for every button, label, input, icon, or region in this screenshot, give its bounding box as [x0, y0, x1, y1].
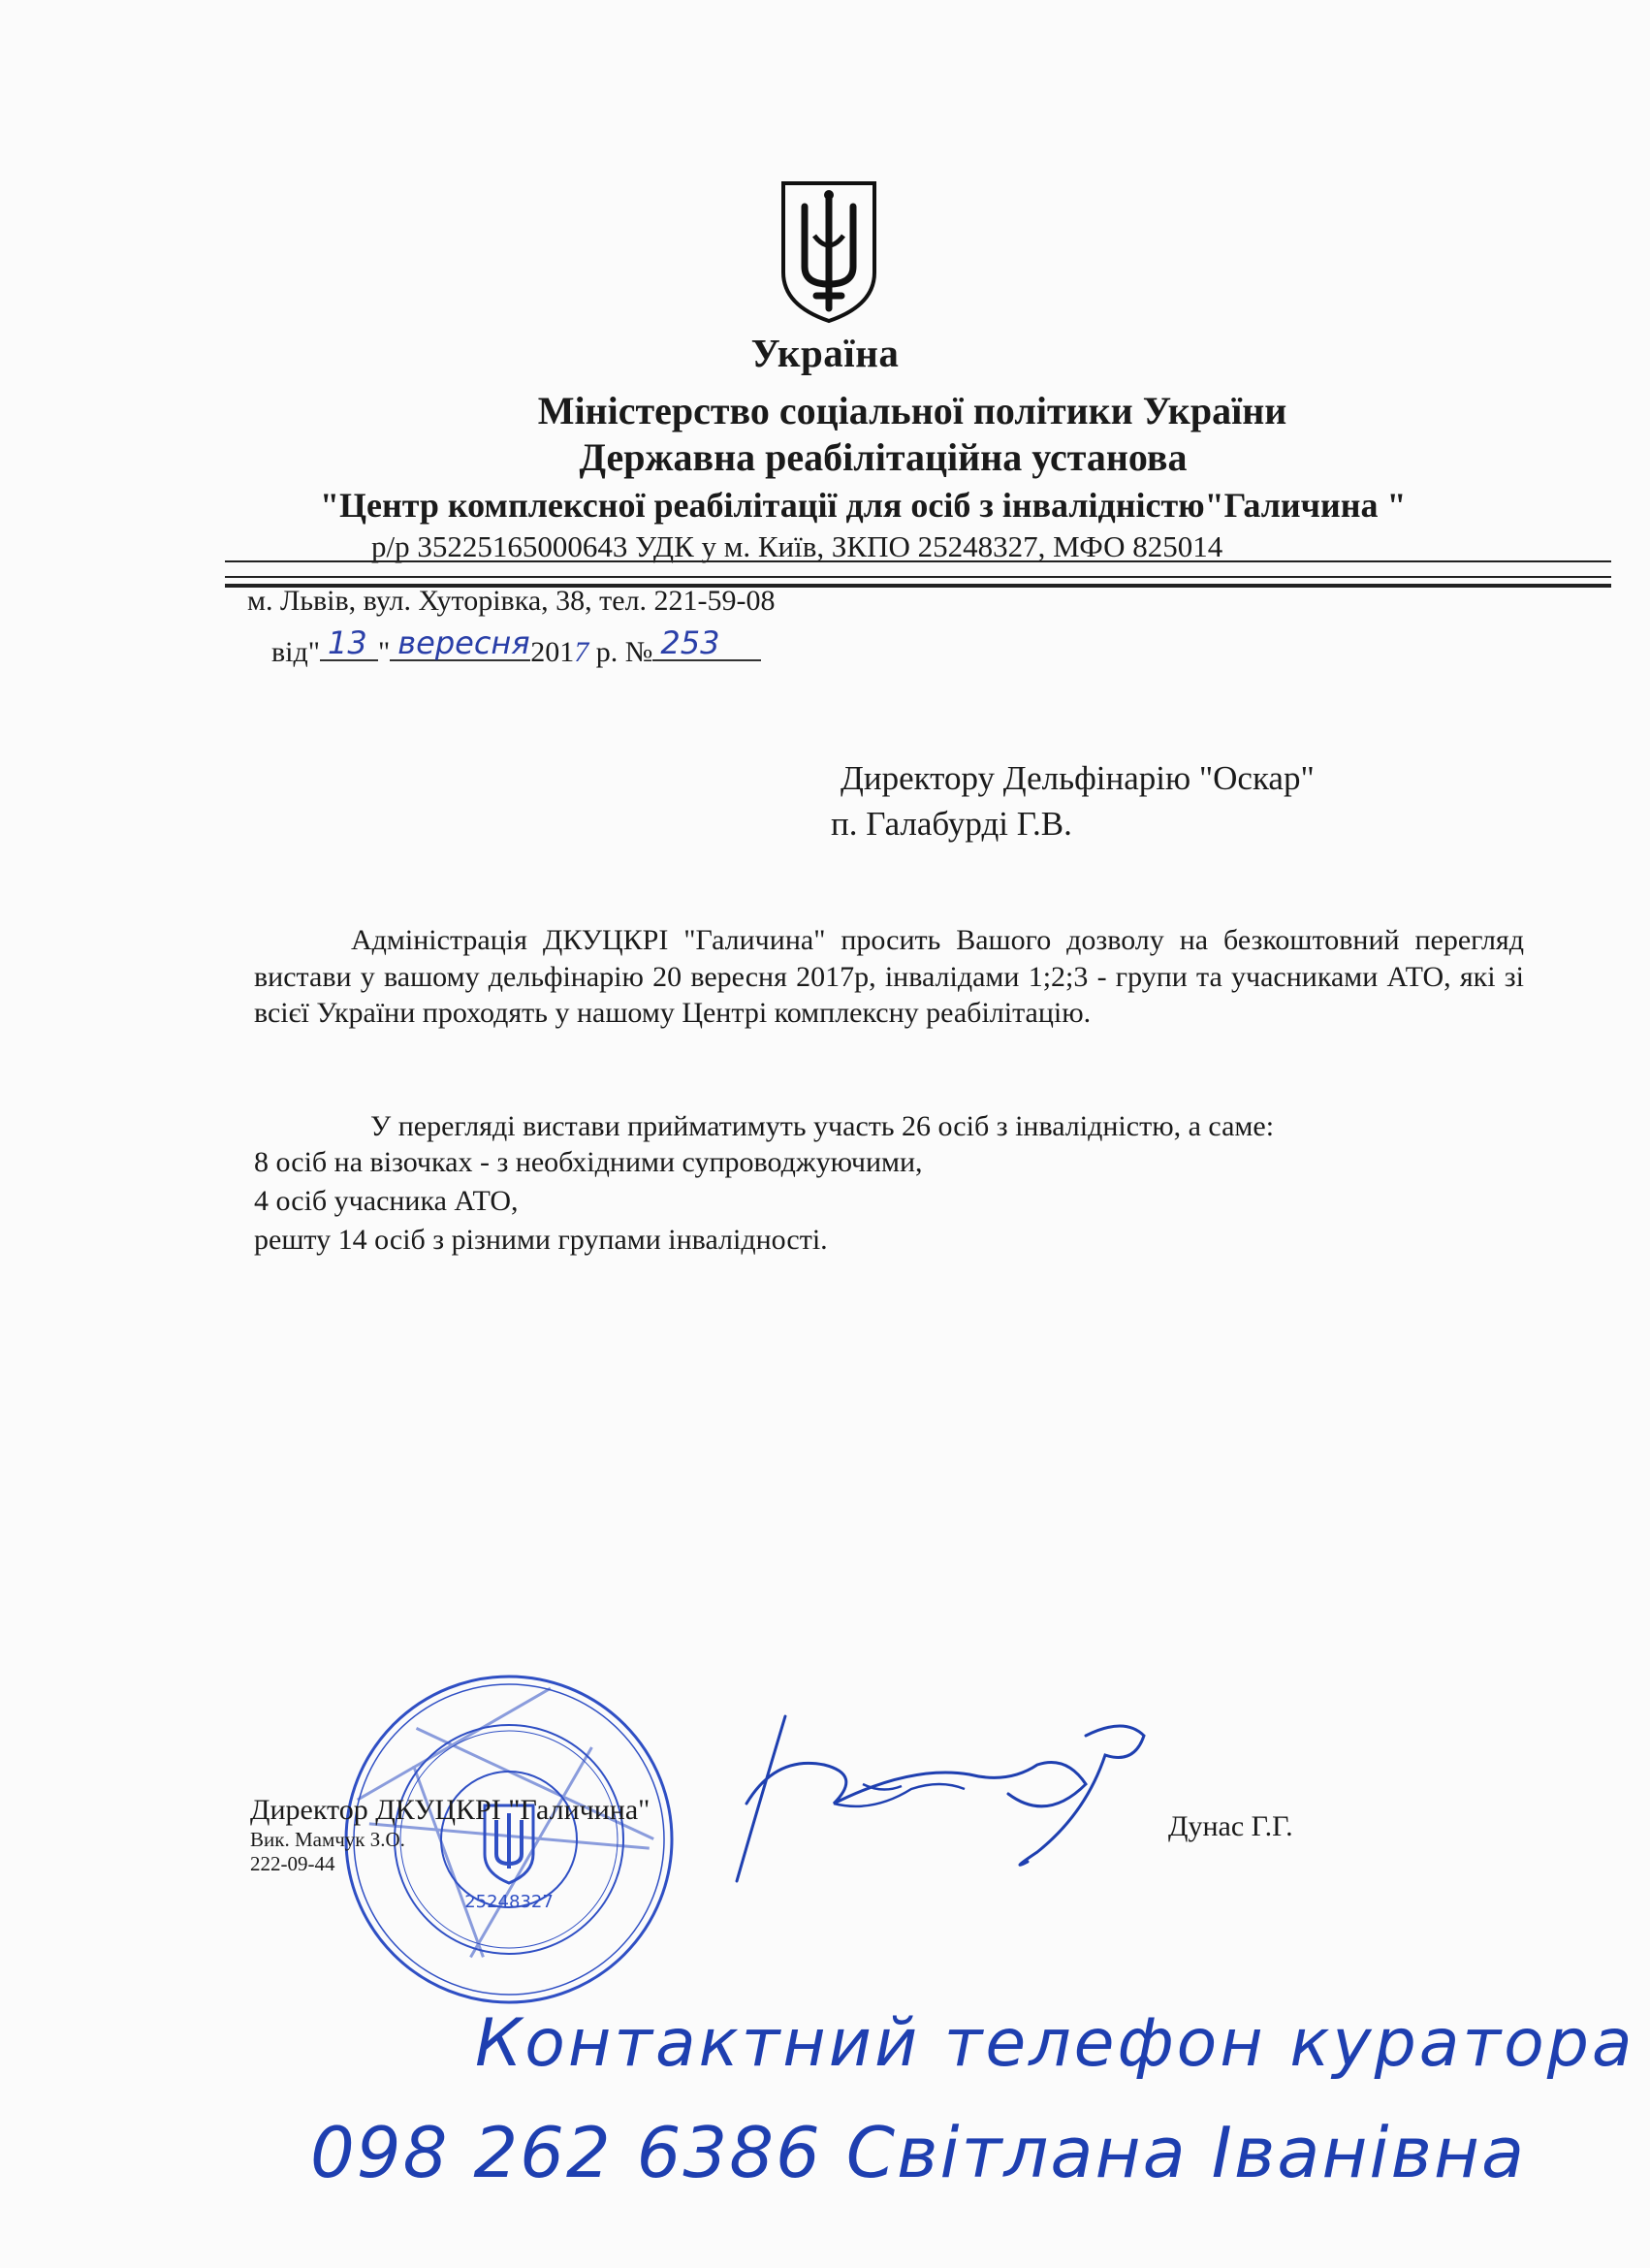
signatory-name: Дунас Г.Г.: [1168, 1810, 1293, 1842]
date-month-field: [390, 624, 530, 661]
letterhead-bank-details: р/р 35225165000643 УДК у м. Київ, ЗКПО 25248327, МФО 825014: [371, 529, 1223, 563]
letterhead-divider: [225, 560, 1611, 562]
handwritten-note-line-2: 098 262 6386 Світлана Іванівна: [310, 2112, 1527, 2193]
date-year-printed: 201: [530, 636, 575, 668]
letterhead-address: м. Львів, вул. Хуторівка, 38, тел. 221-59-08: [247, 585, 776, 617]
letterhead-country: Україна: [750, 331, 900, 375]
stamp-code: 25248327: [464, 1892, 554, 1912]
date-year-handwritten: 7: [574, 636, 589, 668]
letterhead-institution-type: Державна реабілітаційна установа: [579, 435, 1188, 479]
body-line-3: решту 14 осіб з різними групами інвалідності.: [254, 1224, 828, 1256]
executor-phone: 222-09-44: [250, 1852, 335, 1875]
letterhead-ministry: Міністерство соціальної політики України: [537, 389, 1287, 432]
signatory-role: Директор ДКУЦКРІ "Галичина": [250, 1794, 650, 1826]
handwritten-signature: [717, 1697, 1183, 1891]
date-month: вересня: [397, 624, 530, 661]
letterhead-divider: [225, 576, 1611, 578]
date-number: 253: [660, 624, 720, 661]
recipient-line-2: п. Галабурді Г.В.: [831, 805, 1072, 843]
executor-name: Вик. Мамчук З.О.: [250, 1828, 405, 1851]
body-paragraph-2: У перегляді вистави прийматимуть участь 26 осіб з інвалідністю, а саме:: [370, 1110, 1275, 1142]
date-prefix: від: [271, 636, 308, 668]
date-day: 13: [328, 624, 367, 661]
letterhead-institution-name: "Центр комплексної реабілітації для осіб з інвалідністю"Галичина ": [320, 486, 1407, 525]
date-day-field: [320, 624, 378, 661]
date-line: [271, 624, 761, 669]
handwritten-note-line-1: Контактний телефон куратора: [475, 2005, 1635, 2082]
date-quote-open: ": [307, 636, 321, 668]
body-paragraph-1: Адміністрація ДКУЦКРІ "Галичина" просить Вашого дозволу на безкоштовний перегляд вистави у вашому дельфінарію 20 вересня 2017р, інвалідами 1;2;3 - групи та учасниками АТО, які зі всієї України проходять у нашому Центрі комплексну реабілітацію.: [254, 924, 1524, 1029]
body-line-2: 4 осіб учасника АТО,: [254, 1185, 519, 1217]
date-quote-close: ": [378, 636, 391, 668]
date-year-suffix: р. №: [595, 636, 653, 668]
recipient-line-1: Директору Дельфінарію "Оскар": [841, 759, 1315, 797]
body-line-1: 8 осіб на візочках - з необхідними супроводжуючими,: [254, 1146, 923, 1178]
trident-icon: [776, 177, 882, 325]
date-number-field: [652, 624, 761, 661]
